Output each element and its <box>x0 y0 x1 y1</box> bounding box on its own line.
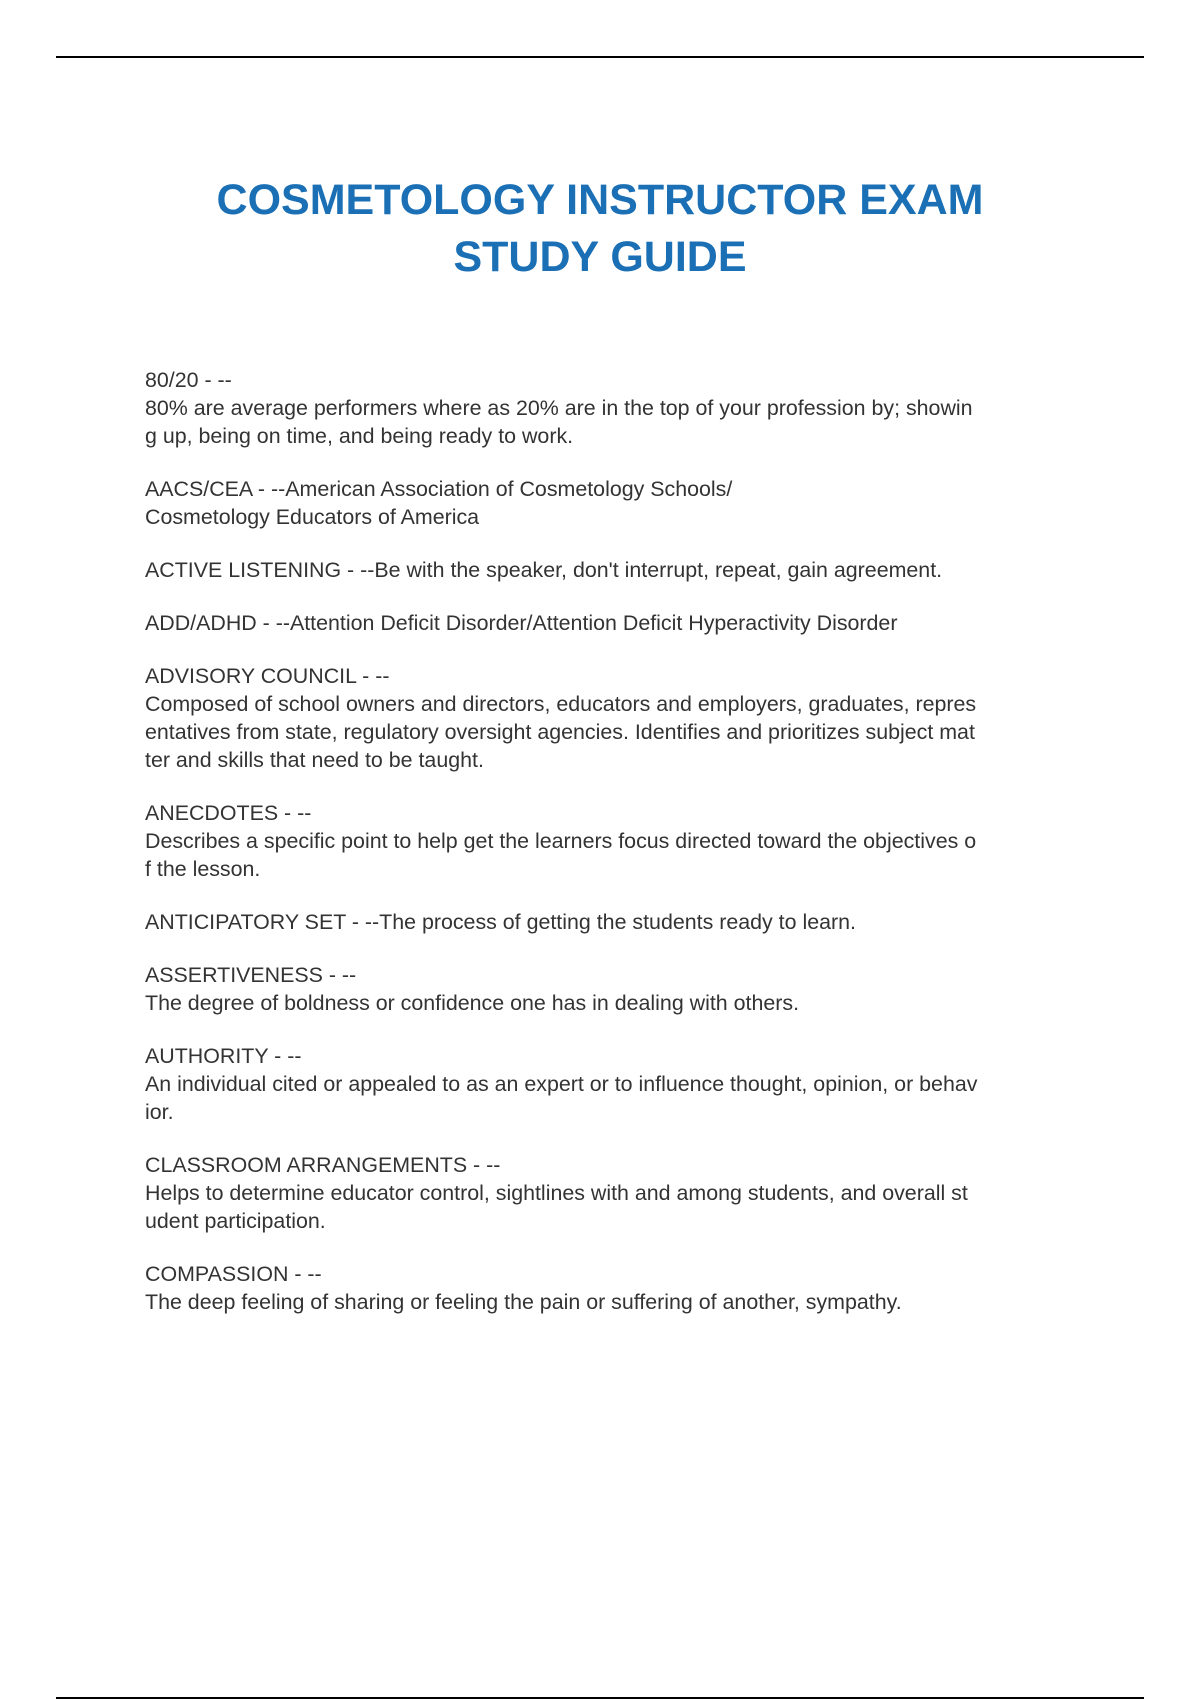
entry-line: ACTIVE LISTENING - --Be with the speaker, don't interrupt, repeat, gain agreement. <box>145 558 943 582</box>
entry-compassion <box>145 1260 1095 1316</box>
entry-line: Composed of school owners and directors, educators and employers, graduates, repres <box>145 692 977 716</box>
glossary-entries <box>145 366 1095 1341</box>
entry-anecdotes <box>145 799 1095 883</box>
entry-line: ANECDOTES - -- <box>145 801 312 825</box>
entry-aacs-cea <box>145 475 1095 531</box>
entry-classroom-arrangements <box>145 1151 1095 1235</box>
entry-line: ADVISORY COUNCIL - -- <box>145 664 390 688</box>
entry-add-adhd <box>145 609 1095 637</box>
entry-line: ASSERTIVENESS - -- <box>145 963 357 987</box>
entry-anticipatory-set <box>145 908 1095 936</box>
title-line-2: STUDY GUIDE <box>453 233 747 281</box>
entry-line: 80% are average performers where as 20% are in the top of your profession by; showin <box>145 396 973 420</box>
entry-line: ANTICIPATORY SET - --The process of getting the students ready to learn. <box>145 910 856 934</box>
entry-assertiveness <box>145 961 1095 1017</box>
entry-line: entatives from state, regulatory oversight agencies. Identifies and prioritizes subject mat <box>145 720 975 744</box>
entry-line: CLASSROOM ARRANGEMENTS - -- <box>145 1153 501 1177</box>
entry-line: Helps to determine educator control, sightlines with and among students, and overall st <box>145 1181 968 1205</box>
entry-line: AACS/CEA - --American Association of Cosmetology Schools/ <box>145 477 733 501</box>
entry-line: Cosmetology Educators of America <box>145 505 480 529</box>
entry-line: COMPASSION - -- <box>145 1262 322 1286</box>
entry-line: 80/20 - -- <box>145 368 232 392</box>
document-title <box>100 172 1100 286</box>
entry-line: ior. <box>145 1100 174 1124</box>
entry-line: AUTHORITY - -- <box>145 1044 302 1068</box>
bottom-rule <box>56 1697 1144 1699</box>
entry-line: ADD/ADHD - --Attention Deficit Disorder/Attention Deficit Hyperactivity Disorder <box>145 611 898 635</box>
entry-line: ter and skills that need to be taught. <box>145 748 484 772</box>
top-rule <box>56 56 1144 58</box>
entry-line: udent participation. <box>145 1209 326 1233</box>
entry-line: f the lesson. <box>145 857 261 881</box>
entry-80-20 <box>145 366 1095 450</box>
entry-line: The deep feeling of sharing or feeling the pain or suffering of another, sympathy. <box>145 1290 902 1314</box>
entry-line: g up, being on time, and being ready to work. <box>145 424 574 448</box>
title-line-1: COSMETOLOGY INSTRUCTOR EXAM <box>216 176 984 224</box>
entry-line: The degree of boldness or confidence one has in dealing with others. <box>145 991 800 1015</box>
entry-advisory-council <box>145 662 1095 774</box>
entry-line: An individual cited or appealed to as an expert or to influence thought, opinion, or behav <box>145 1072 978 1096</box>
entry-line: Describes a specific point to help get the learners focus directed toward the objectives o <box>145 829 977 853</box>
entry-authority <box>145 1042 1095 1126</box>
entry-active-listening <box>145 556 1095 584</box>
